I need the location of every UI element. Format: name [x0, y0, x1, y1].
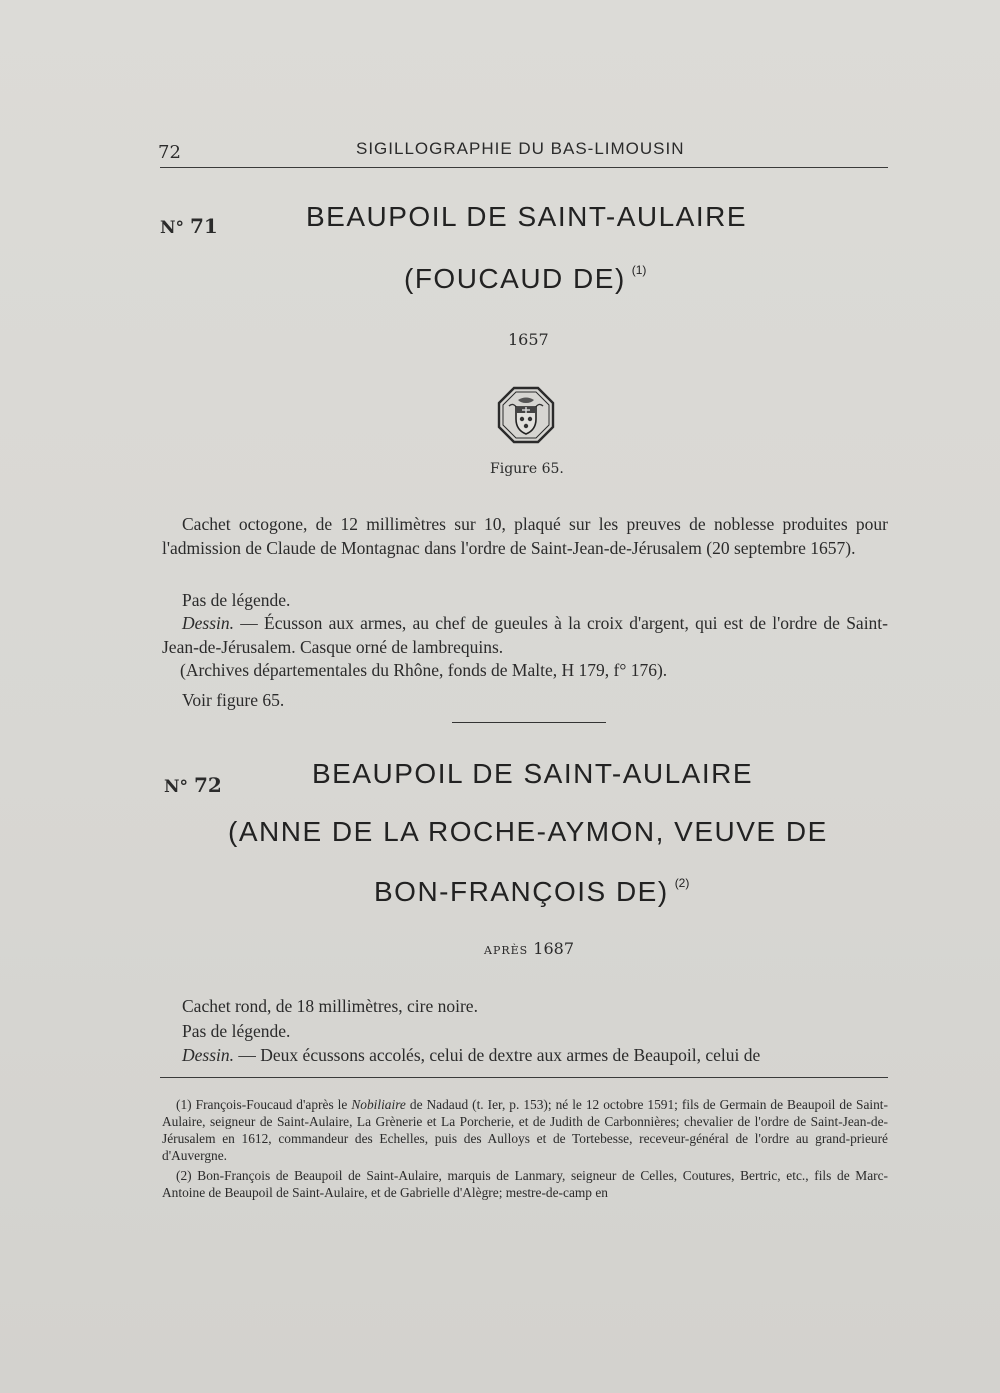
header-rule [160, 167, 888, 168]
drawing-text: — Écusson aux armes, au chef de gueules à la croix d'argent, qui est de l'ordre de Saint-Jean-de-Jérusalem. Casque orné de lambrequins. [162, 613, 888, 657]
entry-72-date [484, 939, 574, 958]
entry-number-71 [160, 214, 218, 238]
footnote-2 [162, 1167, 888, 1201]
running-title: SIGILLOGRAPHIE DU BAS-LIMOUSIN [356, 139, 685, 158]
footnote-text: Bon-François de Beaupoil de Saint-Aulaire, marquis de Lanmary, seigneur de Celles, Coutures, Bertric, etc., fils de Marc-Antoine de Beaupoil de Saint-Aulaire, et de Gabrielle d'Alègre; mestre-de-camp en [162, 1168, 888, 1200]
entry-number-prefix: N° [164, 777, 189, 797]
entry-71-date: 1657 [508, 330, 549, 349]
footnote-marker: (2) [176, 1168, 192, 1183]
entry-71-source: (Archives départementales du Rhône, fonds de Malte, H 179, f° 176). [180, 660, 668, 680]
entry-72-heading-line2: (ANNE DE LA ROCHE-AYMON, VEUVE DE [228, 816, 828, 847]
seal-figure-65 [497, 386, 555, 444]
entry-number-value: 72 [193, 773, 222, 797]
footnote-italic: Nobiliaire [351, 1097, 406, 1112]
footnote-text-a: François-Foucaud d'après le [195, 1097, 348, 1112]
entry-72-heading-line3 [374, 876, 689, 908]
entry-71-heading-line1: BEAUPOIL DE SAINT-AULAIRE [306, 201, 748, 232]
footnote-rule [160, 1077, 888, 1078]
drawing-label: Dessin. [182, 1045, 235, 1065]
entry-72-legend: Pas de légende. [182, 1021, 291, 1041]
entry-71-description: Cachet octogone, de 12 millimètres sur 10, plaqué sur les preuves de noblesse produites pour l'admission de Claude de Montagnac dans l'ordre de Saint-Jean-de-Jérusalem (20 septembre 1657). [162, 514, 888, 558]
page-number: 72 [158, 142, 181, 163]
entry-72-description: Cachet rond, de 18 millimètres, cire noire. [182, 996, 478, 1016]
footnote-ref-1[interactable]: (1) [631, 263, 647, 277]
entry-71-see-figure: Voir figure 65. [182, 690, 285, 710]
section-divider [452, 722, 606, 723]
drawing-text: — Deux écussons accolés, celui de dextre aux armes de Beaupoil, celui de [238, 1045, 761, 1065]
heading-text: (FOUCAUD DE) [404, 263, 626, 294]
entry-72-drawing [182, 1043, 888, 1067]
octagonal-seal-icon [497, 386, 555, 444]
footnote-marker: (1) [176, 1097, 192, 1112]
footnote-ref-2[interactable]: (2) [674, 876, 690, 890]
entry-number-prefix: N° [160, 218, 185, 238]
entry-number-value: 71 [189, 214, 218, 238]
date-value: 1687 [533, 939, 575, 958]
date-prefix: APRÈS [484, 944, 529, 957]
drawing-label: Dessin. [182, 613, 235, 633]
entry-72-heading-line1: BEAUPOIL DE SAINT-AULAIRE [312, 758, 754, 789]
figure-caption: Figure 65. [490, 461, 564, 477]
entry-71-heading-line2 [404, 263, 646, 295]
entry-71-legend: Pas de légende. [182, 590, 291, 610]
footnote-text-b: de Nadaud (t. Ier, p. 153); né le 12 octobre 1591; fils de Germain de Beaupoil de Saint-Aulaire, seigneur de Saint-Aulaire, La Grènerie et La Porcherie, et de Judith de Carbonnières; chevalier de l'ordre de Saint-Jean-de-Jérusalem en 1612, commandeur des Echelles, puis des Aulloys et de Tortebesse, receveur-général de l'ordre au grand-prieuré d'Auvergne. [162, 1097, 888, 1163]
entry-71-drawing [162, 611, 888, 659]
heading-text: BON-FRANÇOIS DE) [374, 876, 669, 907]
footnote-1 [162, 1096, 888, 1164]
entry-number-72 [164, 773, 222, 797]
